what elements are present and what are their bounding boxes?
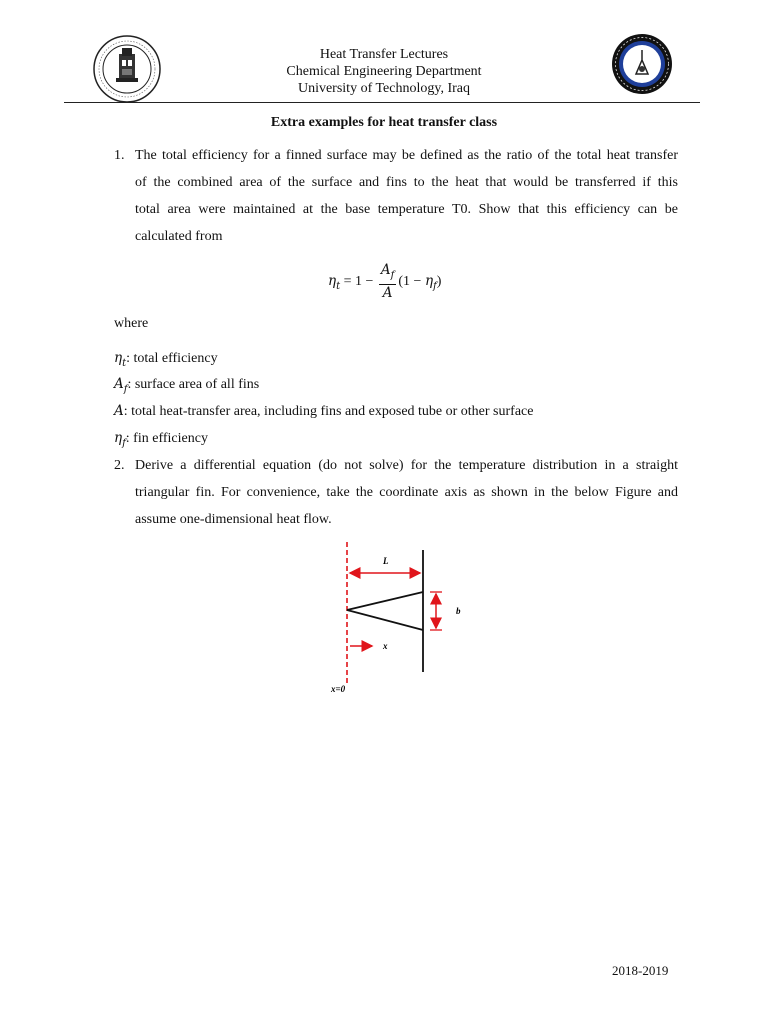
header-line-3: University of Technology, Iraq <box>297 81 471 96</box>
header-line-1: Heat Transfer Lectures <box>319 47 449 62</box>
formula-numerator-sub: f <box>390 269 395 281</box>
definition-symbol: A <box>114 403 124 419</box>
definition-fin-area <box>114 376 259 395</box>
question-1-line-2: of the combined area of the surface and fins to the heat that would be transferred if this <box>135 175 678 190</box>
header-rule <box>64 102 700 103</box>
where-label: where <box>114 316 149 331</box>
label-x0: x=0 <box>331 684 346 694</box>
formula-fraction <box>379 262 396 302</box>
fin-profile <box>347 592 423 630</box>
definition-text: : total efficiency <box>126 351 218 366</box>
definition-text: : surface area of all fins <box>127 377 260 392</box>
question-2-line-2: triangular fin. For convenience, take the coordinate axis as shown in the below Figure and <box>135 485 678 500</box>
question-2-number: 2. <box>114 458 125 473</box>
definition-total-area <box>114 403 533 420</box>
formula-paren-open: (1 − <box>398 274 425 290</box>
definition-text: : total heat-transfer area, including fins and exposed tube or other surface <box>123 404 534 419</box>
definition-symbol: A <box>114 376 124 392</box>
label-L: L <box>383 556 389 566</box>
definition-subscript: f <box>123 383 128 395</box>
question-1-number: 1. <box>114 148 125 163</box>
page-header <box>0 46 768 97</box>
formula-numerator: A <box>380 262 391 278</box>
question-1-line-3: total area were maintained at the base temperature T0. Show that this efficiency can be <box>135 202 678 217</box>
definition-subscript: f <box>122 437 126 449</box>
formula-eta-f: η <box>424 273 434 290</box>
definition-fin-efficiency <box>114 430 208 449</box>
triangular-fin-figure <box>320 538 480 703</box>
definition-symbol: η <box>114 350 123 366</box>
question-2-line-1: Derive a differential equation (do not solve) for the temperature distribution in a straight <box>135 458 678 473</box>
definition-text: : fin efficiency <box>125 431 208 446</box>
formula-eta-sub: t <box>336 280 341 292</box>
label-b: b <box>456 606 461 616</box>
formula-eta: η <box>328 273 337 290</box>
section-title: Extra examples for heat transfer class <box>270 115 498 130</box>
header-line-2: Chemical Engineering Department <box>286 64 482 79</box>
label-x: x <box>383 641 388 651</box>
academic-year: 2018-2019 <box>612 963 669 978</box>
question-1-line-4: calculated from <box>135 229 223 244</box>
question-2-line-3: assume one-dimensional heat flow. <box>135 512 332 527</box>
formula-denominator: A <box>382 284 393 301</box>
formula-paren-close: ) <box>436 274 442 290</box>
definition-subscript: t <box>122 357 127 369</box>
formula-eta-f-sub: f <box>433 280 437 292</box>
question-1-line-1: The total efficiency for a finned surface may be defined as the ratio of the total heat transfer <box>135 148 678 163</box>
definition-symbol: η <box>114 430 123 446</box>
formula-equals: = 1 − <box>340 274 377 290</box>
definition-total-efficiency <box>114 350 218 369</box>
efficiency-formula <box>328 262 441 302</box>
